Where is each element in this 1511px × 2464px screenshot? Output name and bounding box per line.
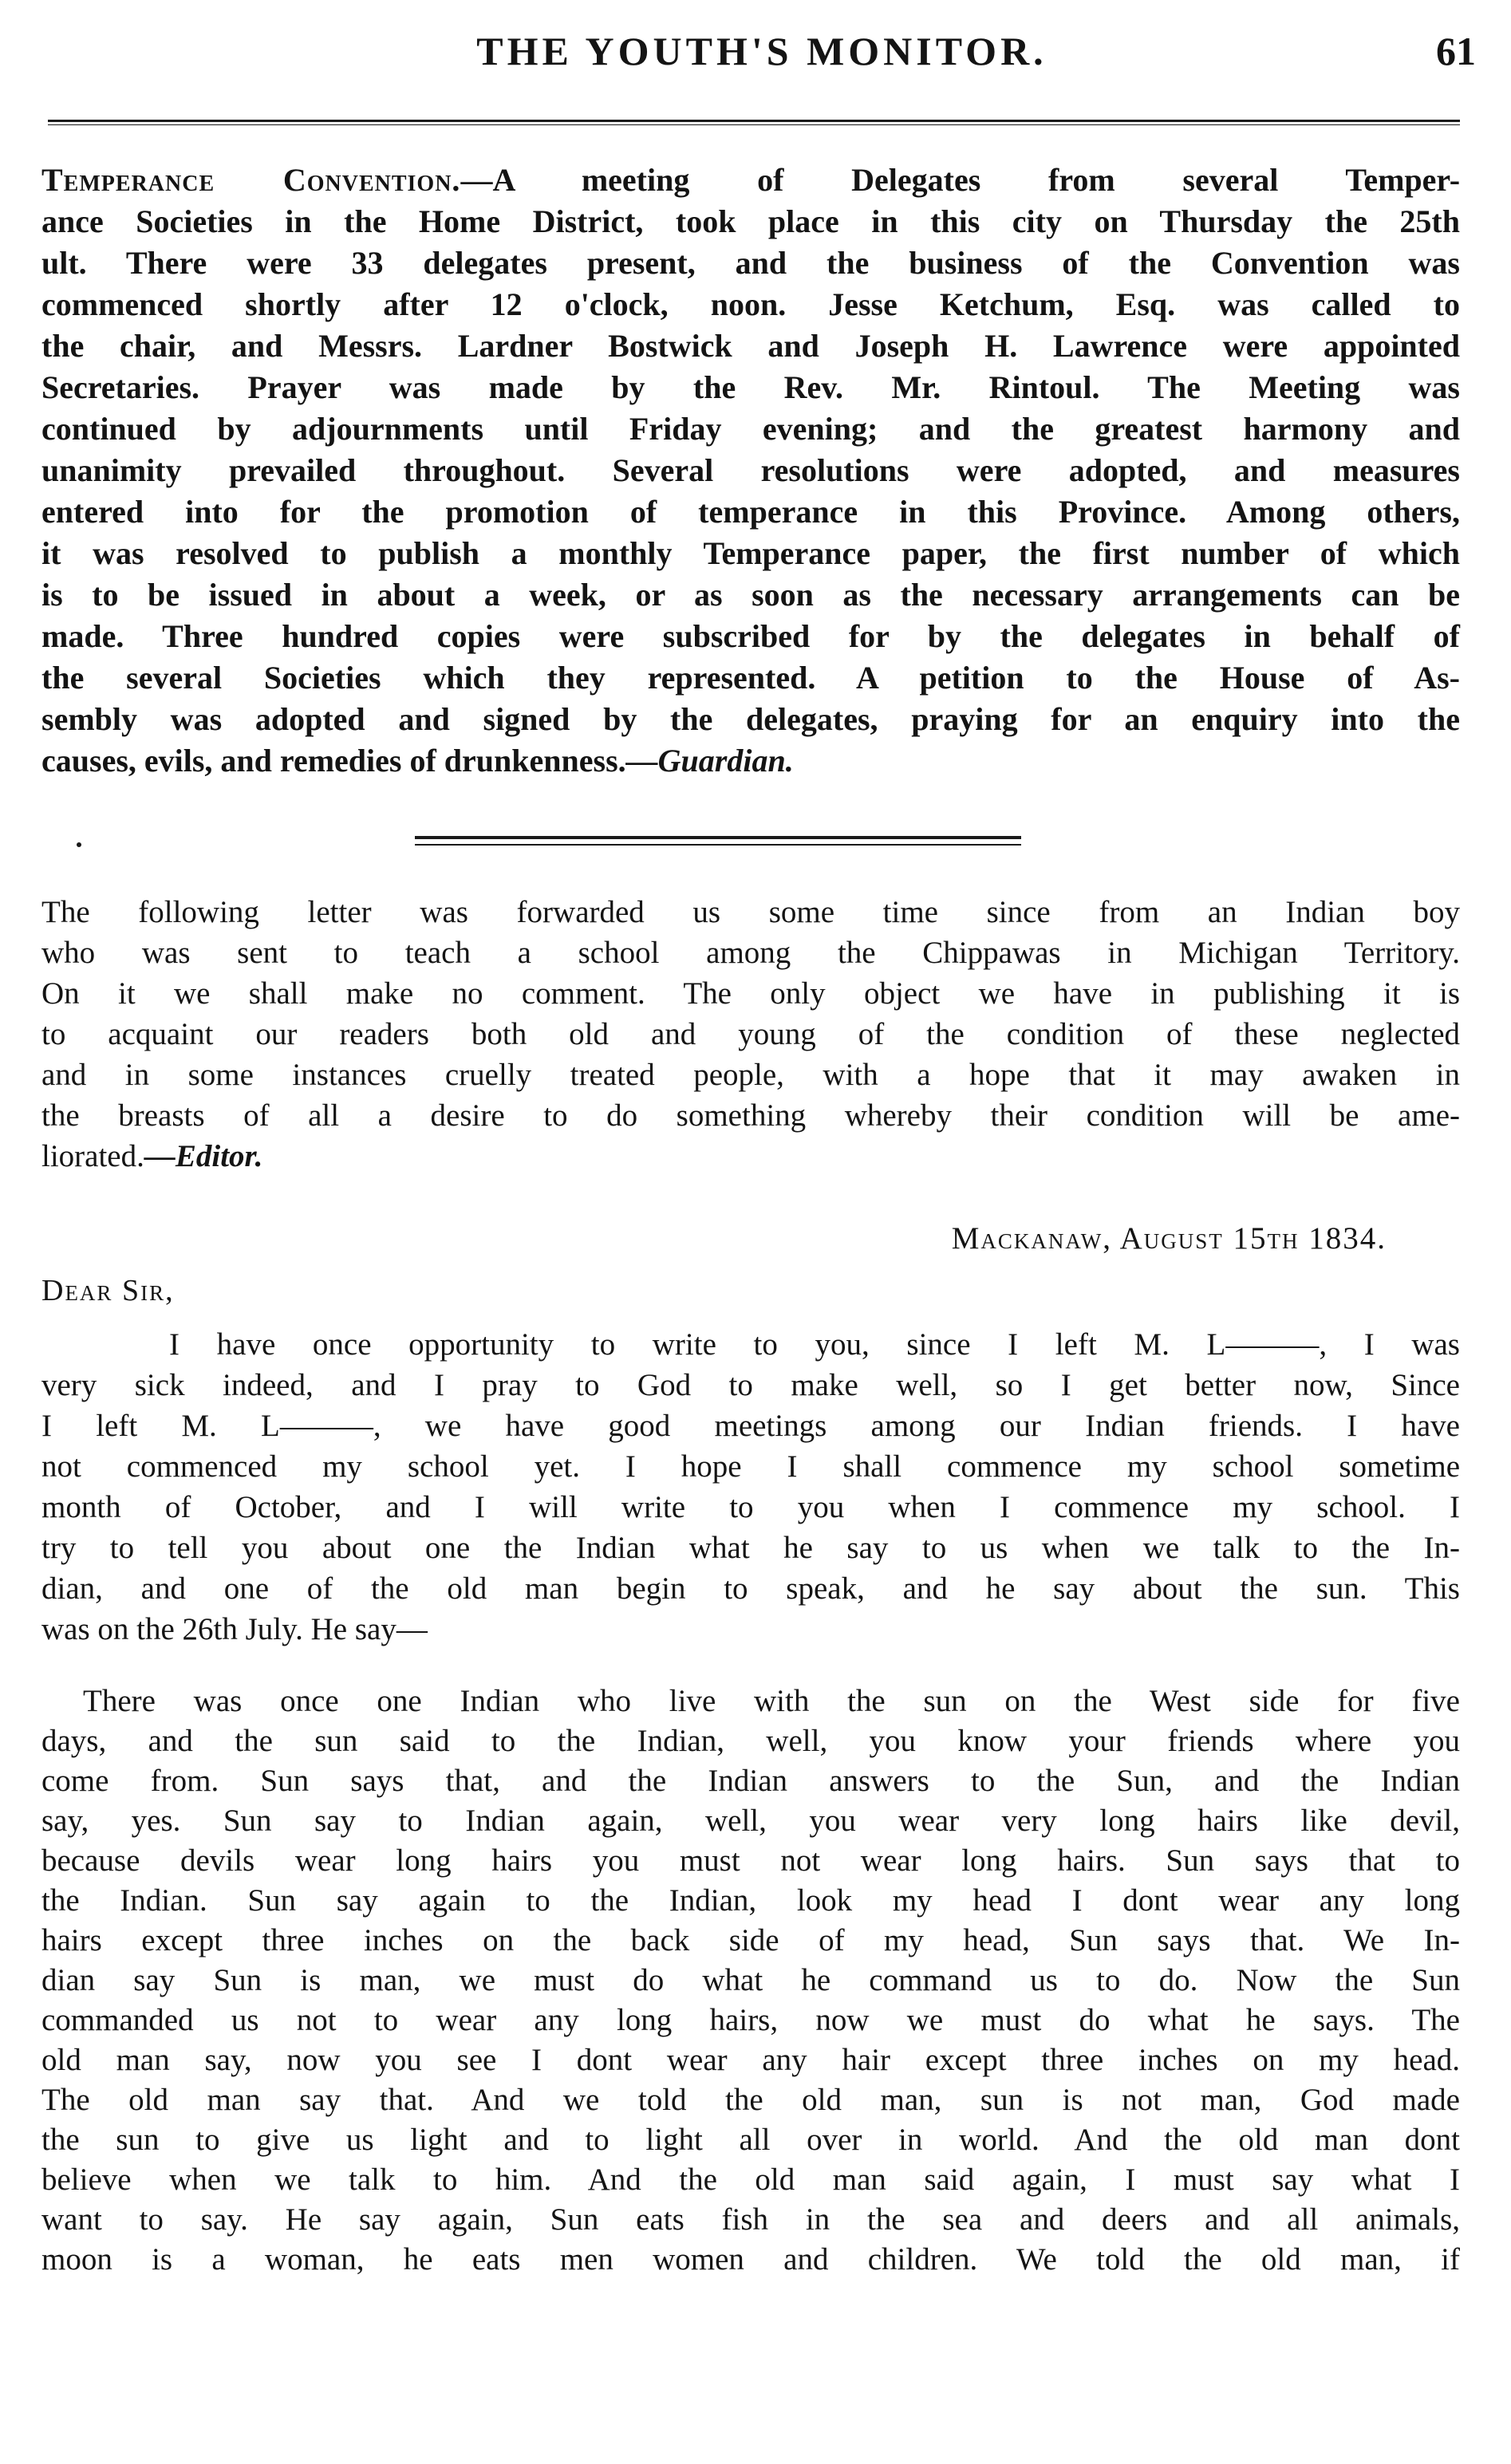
section-divider: [415, 836, 1021, 839]
story-line: There was once one Indian who live with the sun on the West side for five: [83, 1684, 1460, 1718]
letter-line: month of October, and I will write to you when I commence my school. I: [41, 1490, 1460, 1524]
article-line: continued by adjournments until Friday evening; and the greatest harmony and: [41, 411, 1460, 447]
letter-dateline: Mackanaw, August 15th 1834.: [951, 1221, 1387, 1256]
page-number: 61: [1436, 29, 1476, 73]
note-line: the breasts of all a desire to do something whereby their condition will be ame-: [41, 1098, 1460, 1133]
article-line: causes, evils, and remedies of drunkenness.—Guardian.: [41, 743, 794, 779]
note-line: to acquaint our readers both old and young of the condition of these neglected: [41, 1017, 1460, 1051]
article-line: the several Societies which they represented. A petition to the House of As-: [41, 660, 1460, 696]
article-line: Secretaries. Prayer was made by the Rev. Mr. Rintoul. The Meeting was: [41, 369, 1460, 405]
running-title: THE YOUTH'S MONITOR.: [476, 29, 1047, 73]
letter-line: was on the 26th July. He say—: [41, 1612, 428, 1646]
story-line: hairs except three inches on the back side of my head, Sun says that. We In-: [41, 1923, 1460, 1957]
story-line: the Indian. Sun say again to the Indian, look my head I dont wear any long: [41, 1883, 1460, 1918]
story-line: believe when we talk to him. And the old man said again, I must say what I: [41, 2162, 1460, 2197]
story-line: because devils wear long hairs you must not wear long hairs. Sun says that to: [41, 1843, 1460, 1878]
article-line: sembly was adopted and signed by the delegates, praying for an enquiry into the: [41, 701, 1460, 737]
note-line: On it we shall make no comment. The only object we have in publishing it is: [41, 976, 1460, 1011]
article-line: unanimity prevailed throughout. Several resolutions were adopted, and measures: [41, 452, 1460, 488]
temperance-article: [41, 160, 1460, 782]
letter-line: dian, and one of the old man begin to speak, and he say about the sun. This: [41, 1571, 1460, 1606]
letter-line: I left M. L———, we have good meetings among our Indian friends. I have: [41, 1409, 1460, 1443]
story-line: come from. Sun says that, and the Indian answers to the Sun, and the Indian: [41, 1764, 1460, 1798]
story-line: moon is a woman, he eats men women and children. We told the old man, if: [41, 2242, 1460, 2277]
letter-body: [41, 1324, 1460, 1650]
article-heading: Temperance Convention.: [41, 162, 461, 198]
story-line: commanded us not to wear any long hairs, now we must do what he says. The: [41, 2003, 1460, 2037]
article-line: it was resolved to publish a monthly Temperance paper, the first number of which: [41, 535, 1460, 571]
article-line: commenced shortly after 12 o'clock, noon. Jesse Ketchum, Esq. was called to: [41, 286, 1460, 322]
story-line: The old man say that. And we told the old man, sun is not man, God made: [41, 2083, 1460, 2117]
editor-note: [41, 892, 1460, 1177]
article-line: ult. There were 33 delegates present, and the business of the Convention was: [41, 245, 1460, 281]
note-line: liorated.—Editor.: [41, 1139, 263, 1173]
story-line: want to say. He say again, Sun eats fish in the sea and deers and all animals,: [41, 2202, 1460, 2237]
story-line: dian say Sun is man, we must do what he command us to do. Now the Sun: [41, 1963, 1460, 1997]
letter-salutation: Dear Sir,: [41, 1274, 175, 1307]
letter-line: I have once opportunity to write to you, since I left M. L———, I was: [169, 1327, 1460, 1362]
article-line: Temperance Convention.—A meeting of Delegates from several Temper-: [41, 162, 1461, 198]
story-text: [41, 1681, 1460, 2280]
article-line: entered into for the promotion of temperance in this Province. Among others,: [41, 494, 1460, 530]
editor-signature: —Editor.: [144, 1139, 263, 1173]
article-line: the chair, and Messrs. Lardner Bostwick and Joseph H. Lawrence were appointed: [41, 328, 1460, 364]
story-line: days, and the sun said to the Indian, well, you know your friends where you: [41, 1724, 1460, 1758]
letter-line: very sick indeed, and I pray to God to make well, so I get better now, Since: [41, 1368, 1460, 1402]
article-line: made. Three hundred copies were subscribed for by the delegates in behalf of: [41, 618, 1460, 654]
header-rule: [48, 120, 1460, 125]
running-head: [48, 27, 1476, 83]
article-line: is to be issued in about a week, or as soon as the necessary arrangements can be: [41, 577, 1460, 613]
story-line: the sun to give us light and to light all over in world. And the old man dont: [41, 2123, 1460, 2157]
note-line: The following letter was forwarded us some time since from an Indian boy: [41, 895, 1460, 929]
article-source: —Guardian.: [625, 743, 794, 779]
letter-line: try to tell you about one the Indian what he say to us when we talk to the In-: [41, 1531, 1460, 1565]
letter-line: not commenced my school yet. I hope I shall commence my school sometime: [41, 1449, 1460, 1484]
article-line: ance Societies in the Home District, took place in this city on Thursday the 25th: [41, 203, 1460, 239]
story-line: old man say, now you see I dont wear any hair except three inches on my head.: [41, 2043, 1460, 2077]
story-line: say, yes. Sun say to Indian again, well, you wear very long hairs like devil,: [41, 1804, 1460, 1838]
note-line: who was sent to teach a school among the Chippawas in Michigan Territory.: [41, 936, 1460, 970]
ornament-dot: [77, 842, 81, 847]
note-line: and in some instances cruelly treated people, with a hope that it may awaken in: [41, 1058, 1460, 1092]
